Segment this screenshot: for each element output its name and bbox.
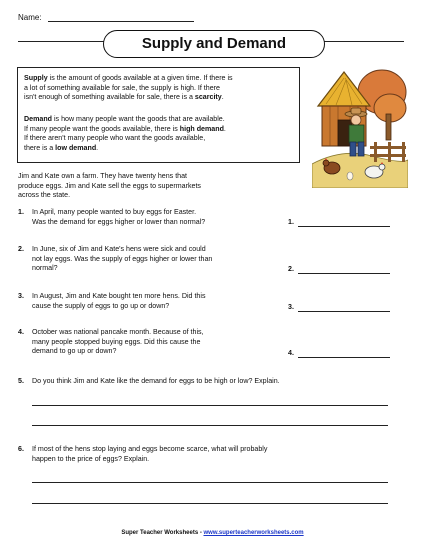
question-3-number: 3.: [18, 292, 24, 300]
supply-text-3: isn't enough of something available for sale, there is a: [24, 93, 195, 102]
answer-2-line[interactable]: [298, 273, 390, 274]
farm-illustration: [312, 64, 408, 188]
name-label: Name:: [18, 13, 42, 22]
low-demand-term: low demand: [55, 143, 97, 152]
question-3-text: In August, Jim and Kate bought ten more hens. Did this cause the supply of eggs to go up or down?: [32, 292, 206, 310]
question-4-number: 4.: [18, 328, 24, 336]
question-6-text: If most of the hens stop laying and eggs become scarce, what will probably happen to the price of eggs? Explain.: [32, 445, 268, 463]
question-5-number: 5.: [18, 377, 24, 385]
demand-term: Demand: [24, 115, 52, 123]
story-line: across the state.: [18, 191, 71, 200]
supply-text-2: a lot of something available for sale, the supply is high. If there: [24, 83, 220, 92]
answer-6-line-1[interactable]: [32, 482, 388, 483]
answer-6-line-2[interactable]: [32, 503, 388, 504]
demand-text-1: is how many people want the goods that are available.: [52, 115, 225, 123]
story-line: produce eggs. Jim and Kate sell the eggs to supermarkets: [18, 181, 201, 190]
high-demand-term: high demand: [179, 124, 224, 133]
supply-term: Supply: [24, 74, 48, 82]
answer-3-label: 3.: [288, 303, 294, 311]
story-line: Jim and Kate own a farm. They have twenty hens that: [18, 172, 188, 180]
answer-3-line[interactable]: [298, 311, 390, 312]
question-6-number: 6.: [18, 445, 24, 453]
supply-text-1: is the amount of goods available at a given time. If there is: [47, 74, 233, 82]
question-2-text: In June, six of Jim and Kate's hens were sick and could not lay eggs. Was the supply of eggs higher or lower than normal?: [32, 245, 213, 273]
name-field[interactable]: [48, 21, 194, 22]
footer-text: Super Teacher Worksheets -: [121, 530, 204, 536]
footer-link[interactable]: www.superteacherworksheets.com: [203, 530, 304, 536]
question-1-number: 1.: [18, 208, 24, 216]
scarcity-term: scarcity: [194, 93, 222, 102]
answer-1-line[interactable]: [298, 226, 390, 227]
answer-2-label: 2.: [288, 265, 294, 273]
question-5-text: Do you think Jim and Kate like the demand for eggs to be high or low? Explain.: [32, 377, 280, 385]
demand-text-3: If there aren't many people who want the goods available,: [24, 134, 206, 143]
question-2-number: 2.: [18, 245, 24, 253]
answer-4-label: 4.: [288, 349, 294, 357]
answer-5-line-2[interactable]: [32, 425, 388, 426]
question-4-text: October was national pancake month. Because of this, many people stopped buying eggs. Did this cause the demand to go up or down?: [32, 328, 204, 356]
answer-1-label: 1.: [288, 218, 294, 226]
story-paragraph: [18, 172, 201, 201]
answer-5-line-1[interactable]: [32, 405, 388, 406]
question-1-text: In April, many people wanted to buy eggs for Easter. Was the demand for eggs higher or lower than normal?: [32, 208, 206, 226]
page-title: Supply and Demand: [103, 30, 325, 58]
supply-definition: Supply is the amount of goods available at a given time. If there is a lot of something available for sale, the supply is high. If there isn't enough of something available for sale, there is a scarcity.: [24, 74, 233, 102]
answer-4-line[interactable]: [298, 357, 390, 358]
footer: [0, 530, 425, 536]
demand-definition: Demand is how many people want the goods that are available. If many people want the goods available, there is high demand. If there aren't many people who want the goods available, there is a low demand.: [24, 115, 226, 152]
